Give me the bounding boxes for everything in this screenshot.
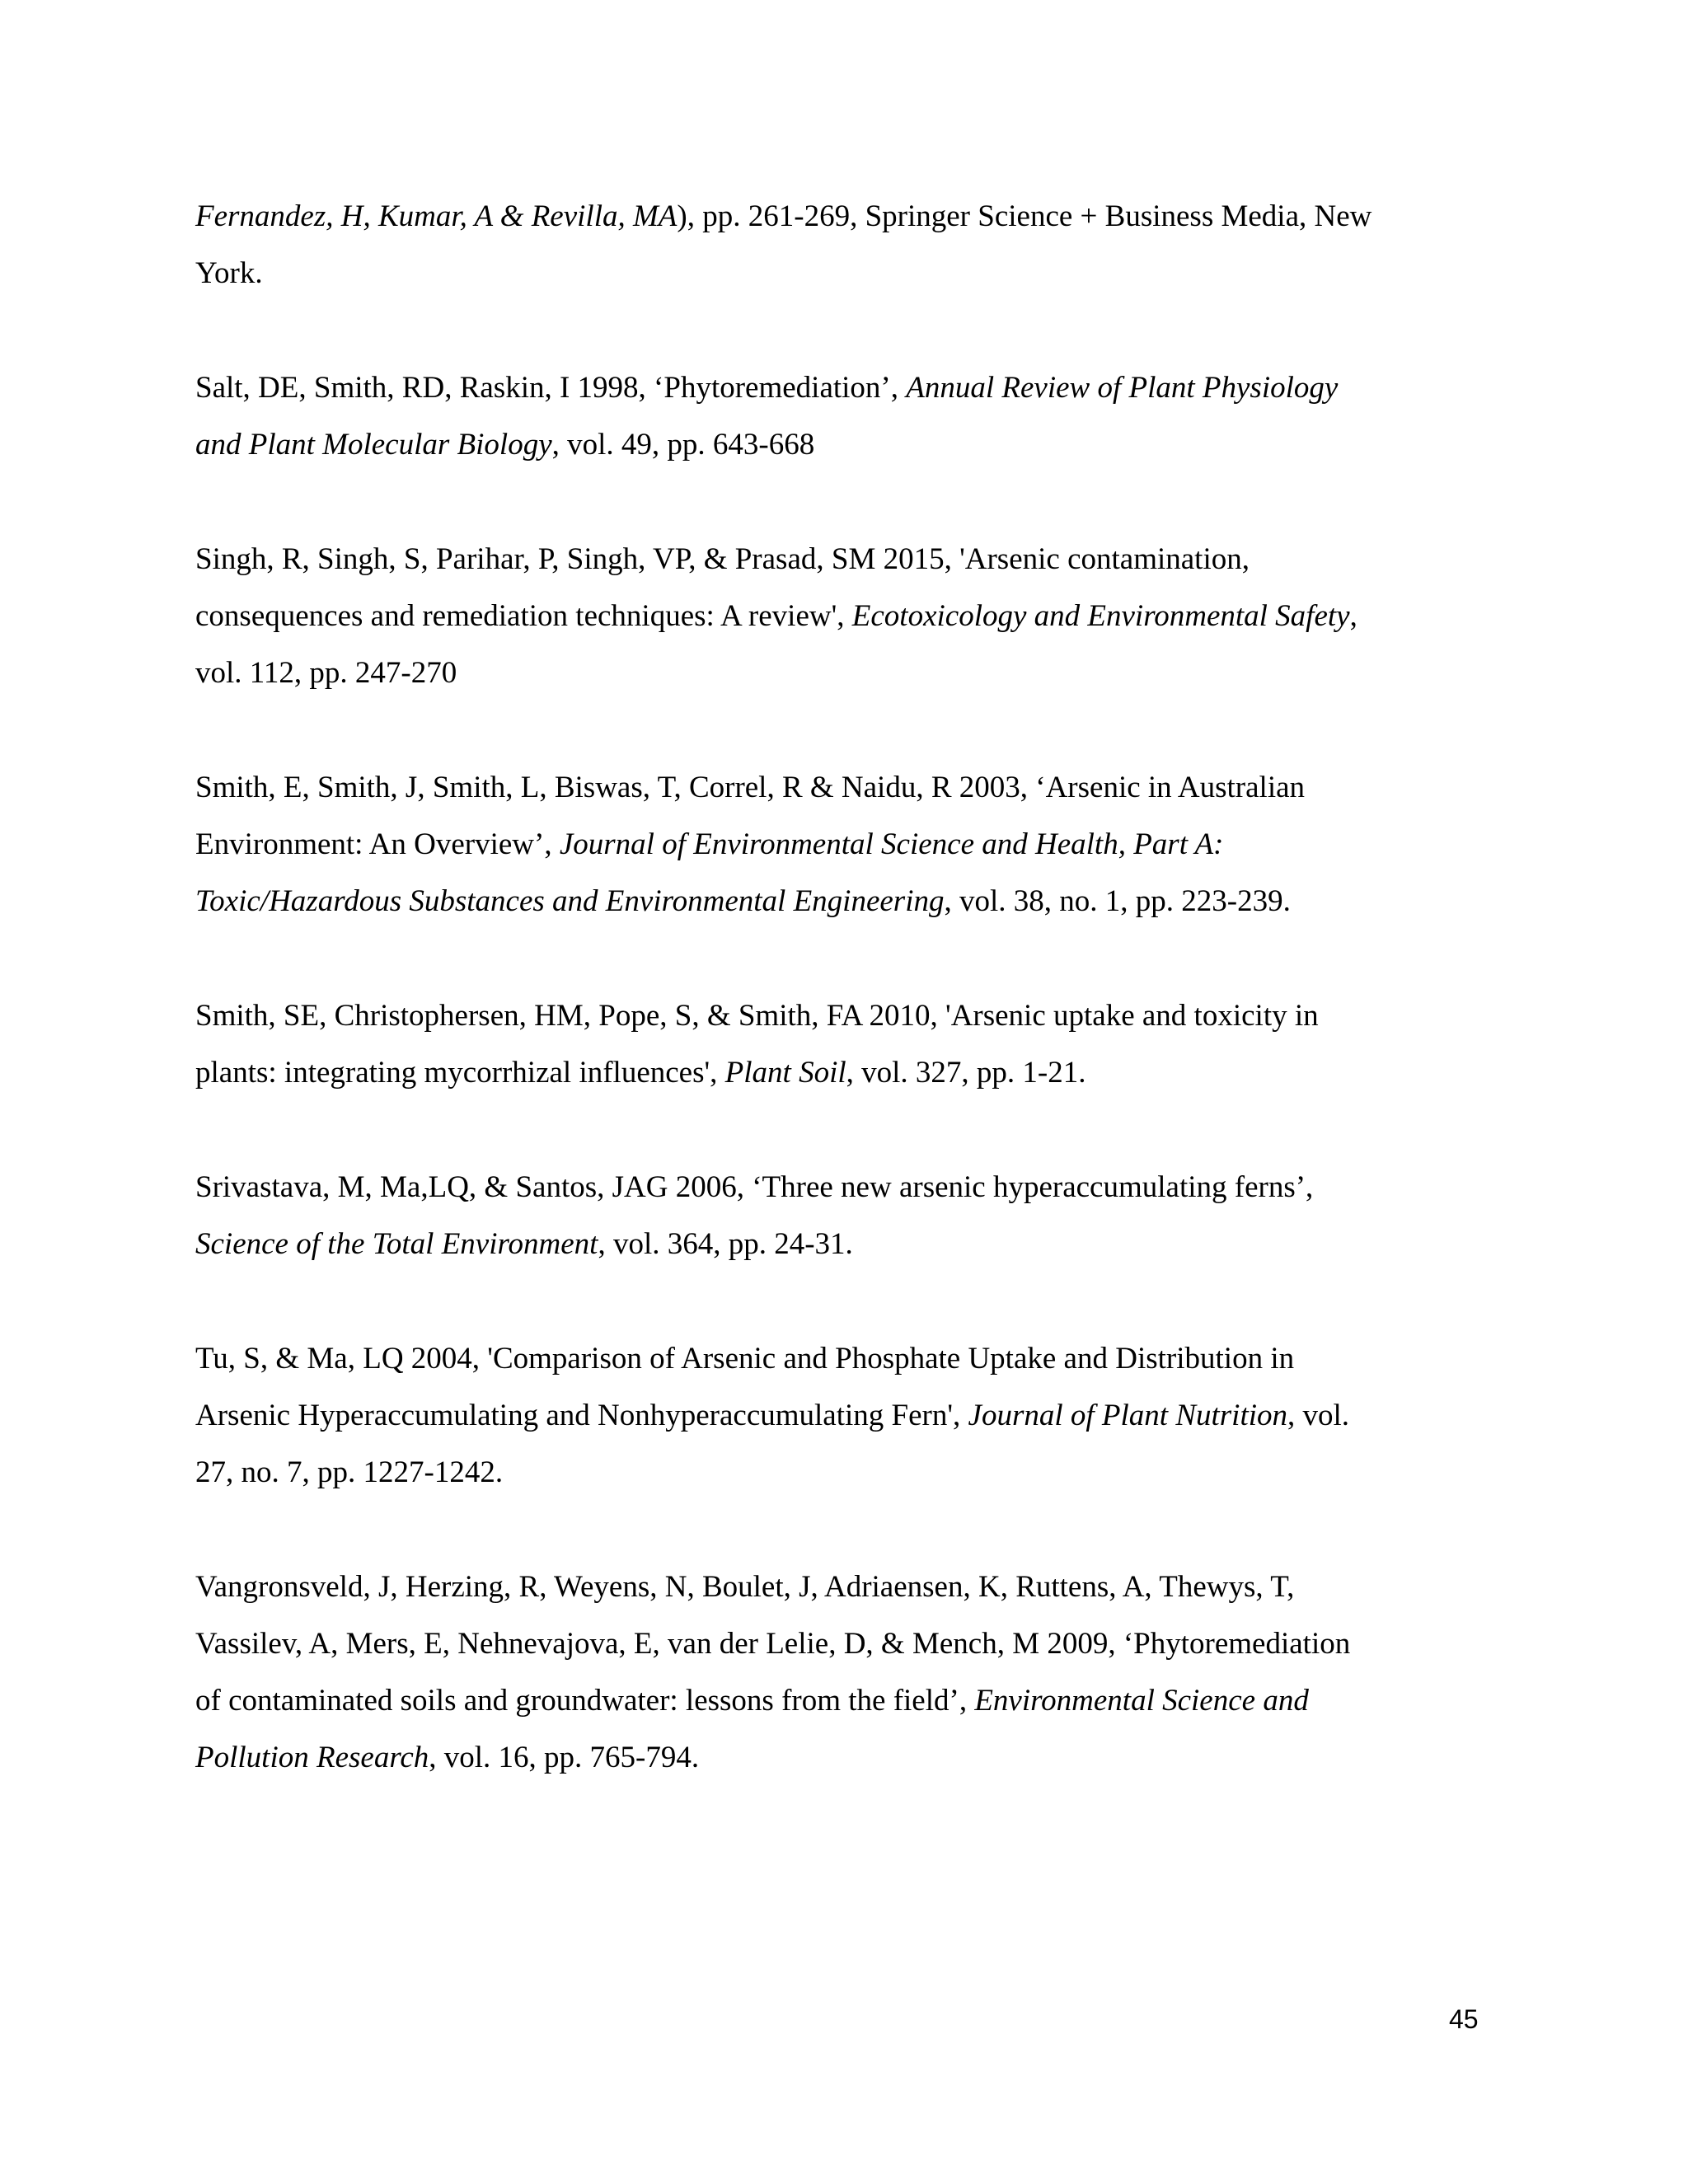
- reference-italic-text: Science of the Total Environment: [195, 1227, 598, 1261]
- reference-italic-text: Plant Soil: [724, 1056, 846, 1090]
- reference-line: [195, 987, 1481, 1044]
- reference-text: , vol. 49, pp. 643-668: [551, 428, 815, 462]
- reference-line: [195, 531, 1481, 588]
- reference-line: [195, 1216, 1481, 1272]
- reference-text: Singh, R, Singh, S, Parihar, P, Singh, VP, & Prasad, SM 2015, 'Arsenic contamination,: [195, 542, 1250, 576]
- reference-line: [195, 188, 1481, 245]
- reference-text: plants: integrating mycorrhizal influences',: [195, 1056, 725, 1090]
- reference-entry: [195, 359, 1481, 473]
- reference-line: [195, 1444, 1481, 1501]
- reference-text: Vangronsveld, J, Herzing, R, Weyens, N, Boulet, J, Adriaensen, K, Ruttens, A, Thewys, T,: [195, 1570, 1295, 1604]
- reference-text: York.: [195, 256, 263, 290]
- reference-entry: [195, 1159, 1481, 1272]
- reference-text: consequences and remediation techniques: A review',: [195, 599, 852, 633]
- reference-text: Smith, SE, Christophersen, HM, Pope, S, & Smith, FA 2010, 'Arsenic uptake and toxicity in: [195, 999, 1319, 1033]
- reference-text: , vol. 327, pp. 1-21.: [846, 1056, 1086, 1090]
- reference-line: [195, 588, 1481, 644]
- reference-italic-text: Pollution Research: [195, 1741, 429, 1774]
- reference-italic-text: Annual Review of Plant Physiology: [906, 371, 1339, 405]
- reference-entry: [195, 531, 1481, 701]
- reference-text: Salt, DE, Smith, RD, Raskin, I 1998, ‘Phytoremediation’,: [195, 371, 907, 405]
- reference-line: [195, 1615, 1481, 1672]
- reference-line: [195, 644, 1481, 701]
- reference-line: [195, 416, 1481, 473]
- reference-line: [195, 759, 1481, 816]
- reference-text: , vol. 16, pp. 765-794.: [429, 1741, 700, 1774]
- reference-line: [195, 1672, 1481, 1729]
- reference-line: [195, 816, 1481, 873]
- reference-italic-text: Toxic/Hazardous Substances and Environmental Engineering: [195, 884, 945, 918]
- reference-line: [195, 1558, 1481, 1615]
- reference-entry: [195, 759, 1481, 930]
- reference-text: Smith, E, Smith, J, Smith, L, Biswas, T, Correl, R & Naidu, R 2003, ‘Arsenic in Australian: [195, 771, 1306, 804]
- reference-entry: [195, 987, 1481, 1101]
- reference-italic-text: Fernandez, H, Kumar, A & Revilla, MA: [195, 199, 678, 233]
- reference-italic-text: Environmental Science and: [974, 1684, 1309, 1718]
- reference-italic-text: Ecotoxicology and Environmental Safety: [851, 599, 1350, 633]
- reference-line: [195, 1729, 1481, 1786]
- reference-line: [195, 873, 1481, 930]
- reference-text: Srivastava, M, Ma,LQ, & Santos, JAG 2006, ‘Three new arsenic hyperaccumulating ferns’,: [195, 1170, 1314, 1204]
- reference-text: , vol.: [1287, 1399, 1350, 1432]
- reference-text: ), pp. 261-269, Springer Science + Business Media, New: [677, 199, 1372, 233]
- reference-entry: [195, 1558, 1481, 1786]
- reference-entry: [195, 188, 1481, 302]
- reference-line: [195, 245, 1481, 302]
- reference-line: [195, 359, 1481, 416]
- reference-text: , vol. 364, pp. 24-31.: [598, 1227, 853, 1261]
- reference-italic-text: and Plant Molecular Biology: [195, 428, 552, 462]
- reference-text: Vassilev, A, Mers, E, Nehnevajova, E, van der Lelie, D, & Mench, M 2009, ‘Phytoremediation: [195, 1627, 1351, 1661]
- reference-text: Environment: An Overview’,: [195, 827, 560, 861]
- reference-italic-text: Journal of Environmental Science and Health, Part A:: [559, 827, 1224, 861]
- reference-line: [195, 1330, 1481, 1387]
- reference-text: vol. 112, pp. 247-270: [195, 656, 457, 690]
- reference-text: of contaminated soils and groundwater: lessons from the field’,: [195, 1684, 975, 1718]
- reference-text: 27, no. 7, pp. 1227-1242.: [195, 1455, 504, 1489]
- reference-text: Tu, S, & Ma, LQ 2004, 'Comparison of Arsenic and Phosphate Uptake and Distribution in: [195, 1342, 1295, 1376]
- reference-italic-text: Journal of Plant Nutrition: [968, 1399, 1288, 1432]
- reference-text: Arsenic Hyperaccumulating and Nonhyperaccumulating Fern',: [195, 1399, 968, 1432]
- reference-line: [195, 1044, 1481, 1101]
- reference-line: [195, 1159, 1481, 1216]
- reference-text: , vol. 38, no. 1, pp. 223-239.: [944, 884, 1291, 918]
- reference-entry: [195, 1330, 1481, 1501]
- reference-text: ,: [1349, 599, 1357, 633]
- reference-line: [195, 1387, 1481, 1444]
- page-number: 45: [1449, 2004, 1479, 2034]
- reference-list: [195, 188, 1481, 1844]
